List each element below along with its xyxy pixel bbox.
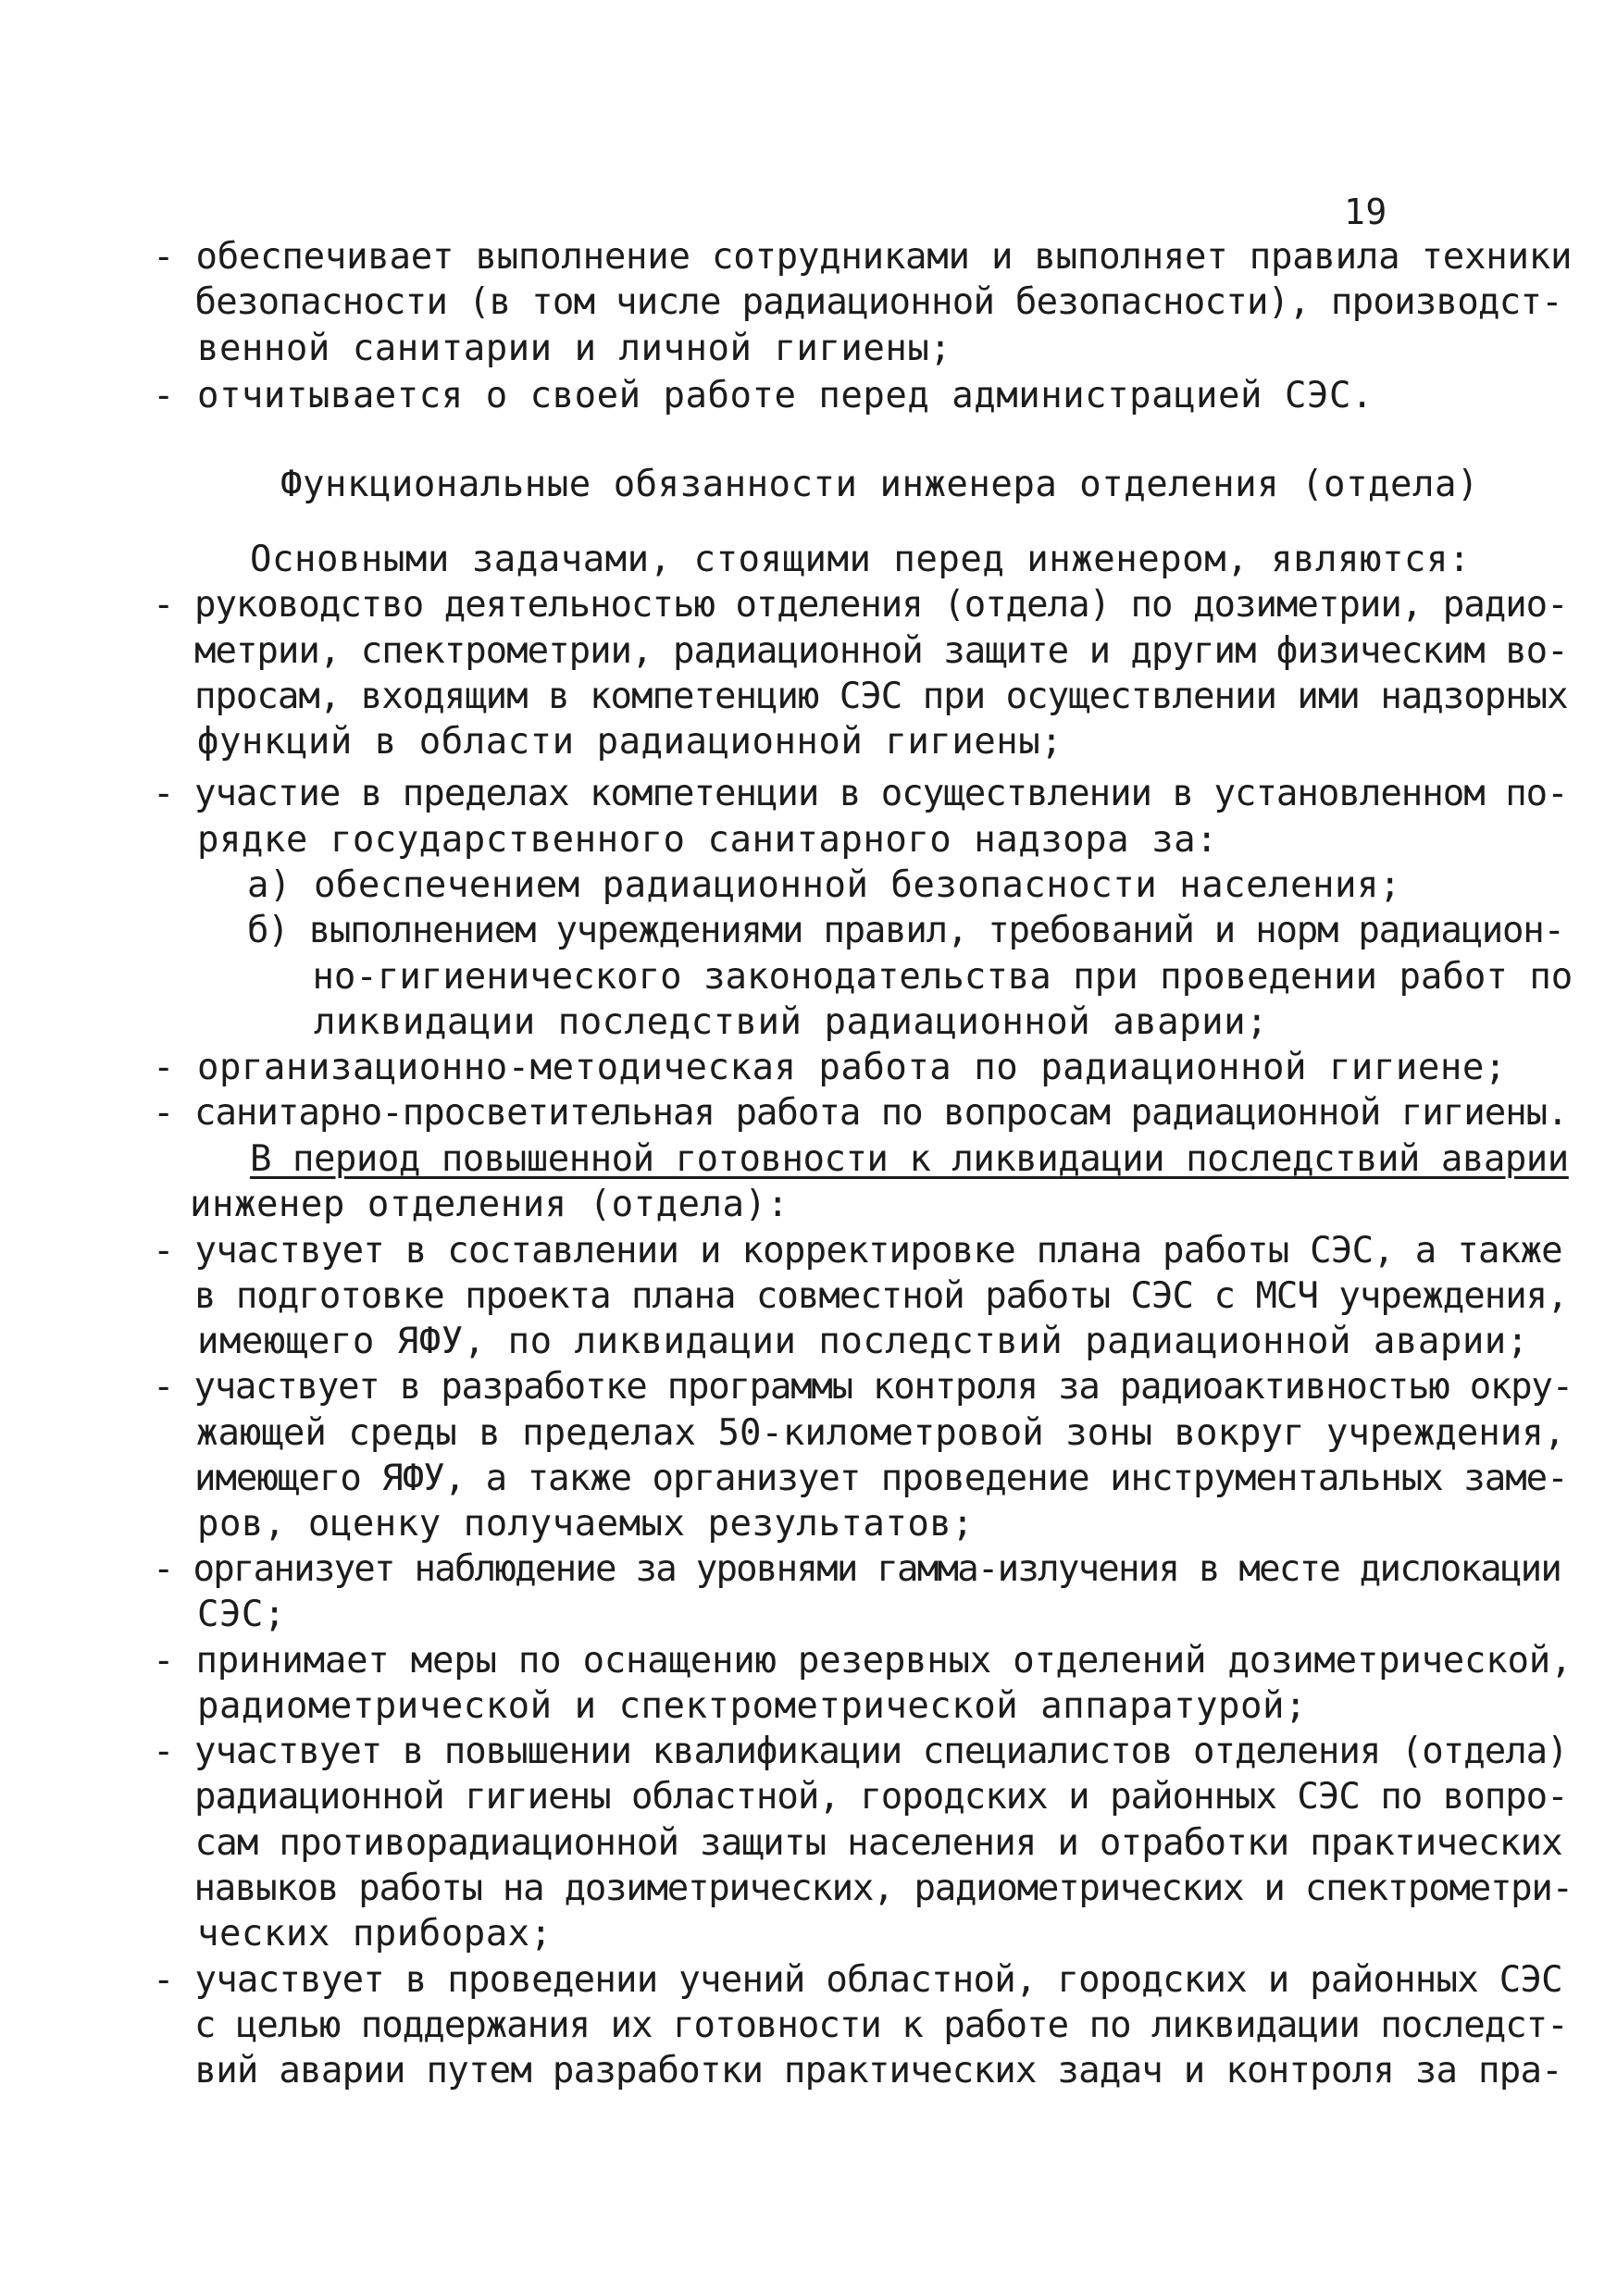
sub-item-line: ликвидации последствий радиационной аварии;: [247, 1001, 1269, 1043]
list-item-line: сам противорадиационной защиты населения и отработки практических: [153, 1822, 1562, 1864]
intro-line: Основными задачами, стоящими перед инженером, являются:: [250, 539, 1471, 580]
list-item-line: - участие в пределах компетенции в осуществлении в установленном по-: [153, 773, 1568, 814]
list-item-line: имеющего ЯФУ, а также организует проведение инструментальных заме-: [153, 1458, 1568, 1499]
list-item-line: ров, оценку получаемых результатов;: [153, 1503, 975, 1545]
list-item-line: - организует наблюдение за уровнями гамма-излучения в месте дислокации: [153, 1548, 1561, 1590]
list-item-line: - организационно-методическая работа по радиационной гигиене;: [153, 1047, 1507, 1088]
list-item-line: СЭС;: [153, 1594, 286, 1635]
list-item-line: вий аварии путем разработки практических задач и контроля за пра-: [153, 2050, 1562, 2091]
list-item-line: - руководство деятельностью отделения (отдела) по дозиметрии, радио-: [153, 584, 1568, 626]
list-item-line: - принимает меры по оснащению резервных отделений дозиметрической,: [153, 1640, 1573, 1682]
list-item-line: радиационной гигиены областной, городских и районных СЭС по вопро-: [153, 1776, 1568, 1818]
section-heading: Функциональные обязанности инженера отделения (отдела): [280, 464, 1479, 505]
list-item-line: функций в области радиационной гигиены;: [153, 721, 1063, 763]
list-item-line: имеющего ЯФУ, по ликвидации последствий радиационной аварии;: [153, 1321, 1529, 1362]
list-item-line: жающей среды в пределах 50-километровой зоны вокруг учреждения,: [153, 1412, 1566, 1454]
list-item-line: - участвует в проведении учений областной, городских и районных СЭС: [153, 1959, 1562, 2001]
list-item-line: просам, входящим в компетенцию СЭС при осуществлении ими надзорных: [153, 676, 1568, 717]
list-item-line: радиометрической и спектрометрической аппаратурой;: [153, 1685, 1307, 1727]
list-item-line: навыков работы на дозиметрических, радиометрических и спектрометри-: [153, 1868, 1573, 1909]
list-item-line: - участвует в составлении и корректировке плана работы СЭС, а также: [153, 1230, 1562, 1272]
list-item-line: метрии, спектрометрии, радиационной защите и другим физическим во-: [153, 630, 1568, 672]
sub-item-line: а) обеспечением радиационной безопасности населения;: [247, 864, 1401, 906]
list-item-line: ческих приборах;: [153, 1913, 553, 1955]
page-number: 19: [1344, 192, 1387, 232]
list-item-line: - санитарно-просветительная работа по вопросам радиационной гигиены.: [153, 1092, 1568, 1134]
list-item-line: венной санитарии и личной гигиены;: [153, 328, 952, 369]
sub-item-line: б) выполнением учреждениями правил, требований и норм радиацион-: [247, 910, 1564, 951]
list-item-line: - участвует в разработке программы контроля за радиоактивностью окру-: [153, 1366, 1573, 1408]
list-item-line: - участвует в повышении квалификации специалистов отделения (отдела): [153, 1731, 1568, 1772]
readiness-heading: В период повышенной готовности к ликвидации последствий аварии: [250, 1138, 1569, 1180]
list-item-line: в подготовке проекта плана совместной работы СЭС с МСЧ учреждения,: [153, 1275, 1568, 1317]
list-item-line: безопасности (в том числе радиационной безопасности), производст-: [153, 281, 1562, 323]
list-item-line: - отчитывается о своей работе перед администрацией СЭС.: [153, 375, 1374, 416]
readiness-intro: инженер отделения (отдела):: [190, 1184, 790, 1225]
list-item-line: с целью поддержания их готовности к работе по ликвидации последст-: [153, 2004, 1568, 2046]
sub-item-line: но-гигиенического законодательства при проведении работ по: [247, 956, 1573, 998]
list-item-line: рядке государственного санитарного надзора за:: [153, 819, 1219, 861]
list-item-line: - обеспечивает выполнение сотрудниками и выполняет правила техники: [153, 236, 1573, 278]
